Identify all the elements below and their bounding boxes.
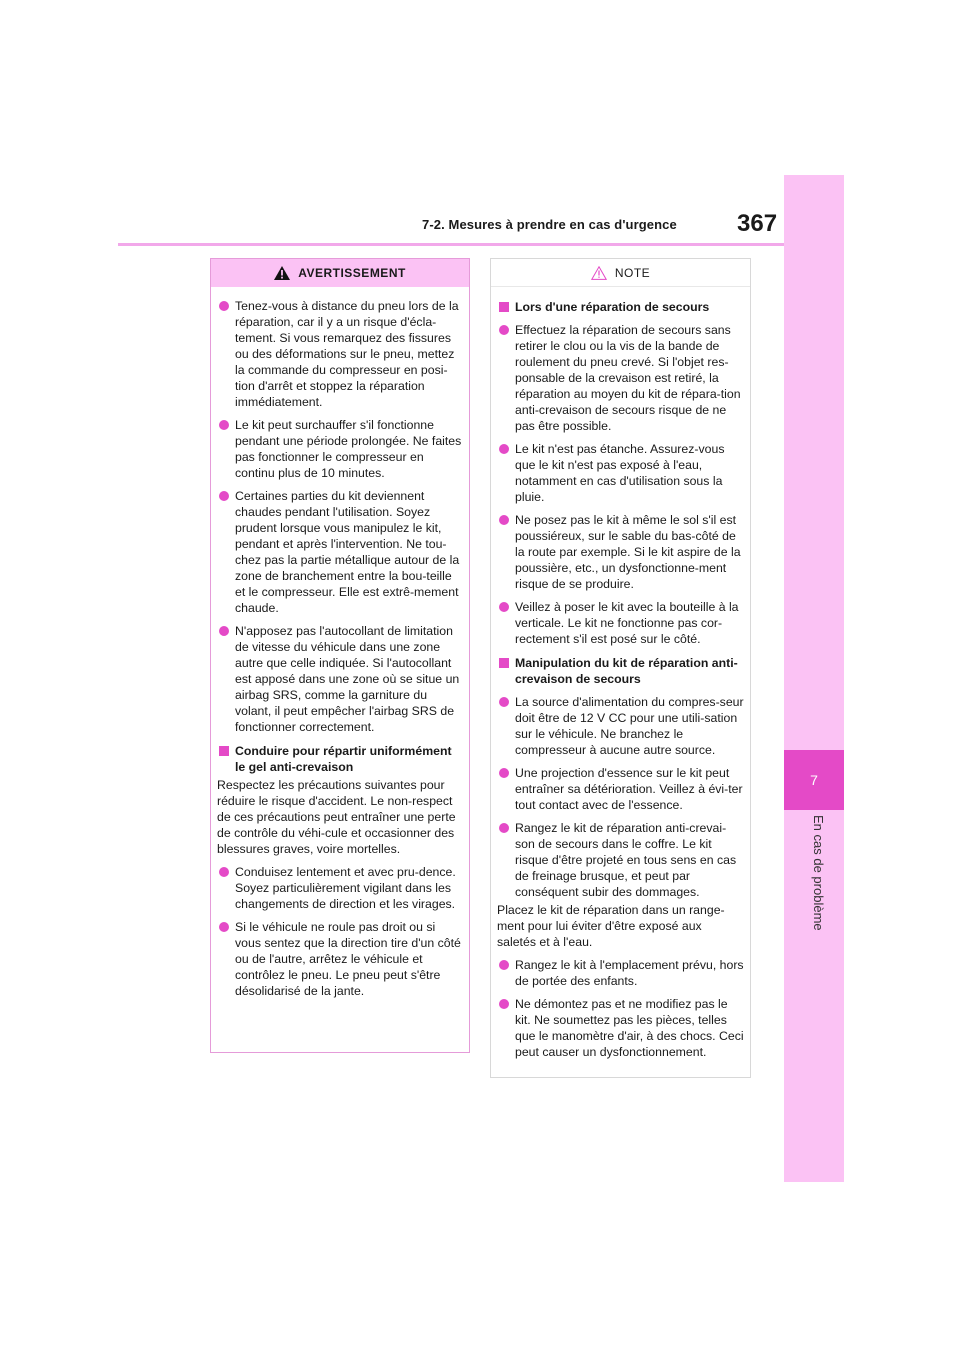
note-section-title: Lors d'une réparation de secours bbox=[497, 299, 744, 315]
square-bullet-icon bbox=[219, 746, 229, 756]
bullet-icon bbox=[499, 444, 509, 454]
note-item: Une projection d'essence sur le kit peut entraîner sa détérioration. Veillez à évi-ter tout contact avec de l'essence. bbox=[497, 765, 744, 813]
square-bullet-icon bbox=[499, 658, 509, 668]
bullet-icon bbox=[219, 420, 229, 430]
note-item: Rangez le kit de réparation anti-crevai-son de secours dans le coffre. Le kit risque d'être projeté en tous sens en cas de freinage brusque, et peut par conséquent subir des dommages. bbox=[497, 820, 744, 900]
bullet-icon bbox=[499, 602, 509, 612]
note-body bbox=[491, 287, 750, 1060]
warning-section-title: Conduire pour répartir uniformément le gel anti-crevaison bbox=[217, 743, 463, 775]
warning-item: Tenez-vous à distance du pneu lors de la réparation, car il y a un risque d'écla-tement. Si vous remarquez des fissures ou des déformations sur le pneu, mettez la commande du compresseur en posi-tion d'arrêt et stoppez la réparation immédiatement. bbox=[217, 298, 463, 410]
warning-title: AVERTISSEMENT bbox=[298, 266, 406, 280]
bullet-icon bbox=[499, 960, 509, 970]
bullet-icon bbox=[499, 999, 509, 1009]
note-item: Rangez le kit à l'emplacement prévu, hors de portée des enfants. bbox=[497, 957, 744, 989]
note-item: Ne démontez pas et ne modifiez pas le kit. Ne soumettez pas les pièces, telles que le manomètre d'air, à des chocs. Ceci peut causer un dysfonctionnement. bbox=[497, 996, 744, 1060]
warning-item: Le kit peut surchauffer s'il fonctionne pendant une période prolongée. Ne faites pas fonctionner le compresseur en continu plus de 10 minutes. bbox=[217, 417, 463, 481]
bullet-icon bbox=[219, 301, 229, 311]
caution-triangle-icon bbox=[591, 266, 607, 280]
warning-item: N'apposez pas l'autocollant de limitation de vitesse du véhicule dans une zone autre que celle indiquée. Si l'autocollant est apposé dans une zone où se situe un airbag SRS, comme la garniture du volant, il peut empêcher l'airbag SRS de fonctionner correctement. bbox=[217, 623, 463, 735]
note-item: Ne posez pas le kit à même le sol s'il est poussiéreux, sur le sable du bas-côté de la route par exemple. Si le kit aspire de la poussière, etc., un dysfonctionne-ment risque de se produire. bbox=[497, 512, 744, 592]
bullet-icon bbox=[219, 626, 229, 636]
bullet-icon bbox=[499, 515, 509, 525]
bullet-icon bbox=[499, 768, 509, 778]
bullet-icon bbox=[219, 491, 229, 501]
chapter-header-title: 7-2. Mesures à prendre en cas d'urgence bbox=[422, 217, 677, 232]
note-item: Effectuez la réparation de secours sans retirer le clou ou la vis de la bande de roulement du pneu crevé. Si l'objet res-ponsable de la crevaison est retiré, la réparation au moyen du kit de répara-tion anti-crevaison de secours risque de ne pas être possible. bbox=[497, 322, 744, 434]
chapter-label: En cas de problème bbox=[811, 815, 826, 931]
warning-item: Si le véhicule ne roule pas droit ou si vous sentez que la direction tire d'un côté ou de l'autre, arrêtez le véhicule et contrôlez le pneu. Le pneu peut s'être désolidarisé de la jante. bbox=[217, 919, 463, 999]
warning-section-paragraph: Respectez les précautions suivantes pour réduire le risque d'accident. Le non-respect de ces précautions peut entraîner une perte de contrôle du véhi-cule et occasionner des blessures graves, voire mortelles. bbox=[217, 778, 456, 856]
chapter-number-tab: 7 bbox=[784, 750, 844, 810]
warning-body bbox=[211, 287, 469, 999]
header-divider bbox=[118, 243, 784, 246]
page-number: 367 bbox=[737, 210, 778, 237]
bullet-icon bbox=[499, 697, 509, 707]
note-title: NOTE bbox=[614, 265, 651, 280]
chapter-side-tab bbox=[784, 175, 844, 1182]
warning-header bbox=[211, 259, 469, 287]
warning-box bbox=[210, 258, 470, 1053]
note-item: Veillez à poser le kit avec la bouteille à la verticale. Le kit ne fonctionne pas cor-rectement s'il est posé sur le côté. bbox=[497, 599, 744, 647]
warning-item: Conduisez lentement et avec pru-dence. Soyez particulièrement vigilant dans les changements de direction et les virages. bbox=[217, 864, 463, 912]
warning-triangle-icon bbox=[274, 266, 290, 280]
note-item: Le kit n'est pas étanche. Assurez-vous que le kit n'est pas exposé à l'eau, notamment en cas d'utilisation sous la pluie. bbox=[497, 441, 744, 505]
square-bullet-icon bbox=[499, 302, 509, 312]
note-box bbox=[490, 258, 751, 1078]
bullet-icon bbox=[499, 823, 509, 833]
bullet-icon bbox=[219, 922, 229, 932]
note-item: La source d'alimentation du compres-seur doit être de 12 V CC pour une utili-sation sur le véhicule. Ne branchez le compresseur à aucune autre source. bbox=[497, 694, 744, 758]
bullet-icon bbox=[499, 325, 509, 335]
note-section-title: Manipulation du kit de réparation anti-crevaison de secours bbox=[497, 655, 744, 687]
note-section-paragraph: Placez le kit de réparation dans un range-ment pour lui éviter d'être exposé aux saletés et à l'eau. bbox=[497, 903, 725, 949]
bullet-icon bbox=[219, 867, 229, 877]
note-header bbox=[491, 259, 750, 287]
warning-item: Certaines parties du kit deviennent chaudes pendant l'utilisation. Soyez prudent lorsque vous manipulez le kit, pendant et après l'intervention. Ne tou-chez pas la partie métallique autour de la zone de branchement entre la bou-teille et le compresseur. Elle est extrê-mement chaude. bbox=[217, 488, 463, 616]
